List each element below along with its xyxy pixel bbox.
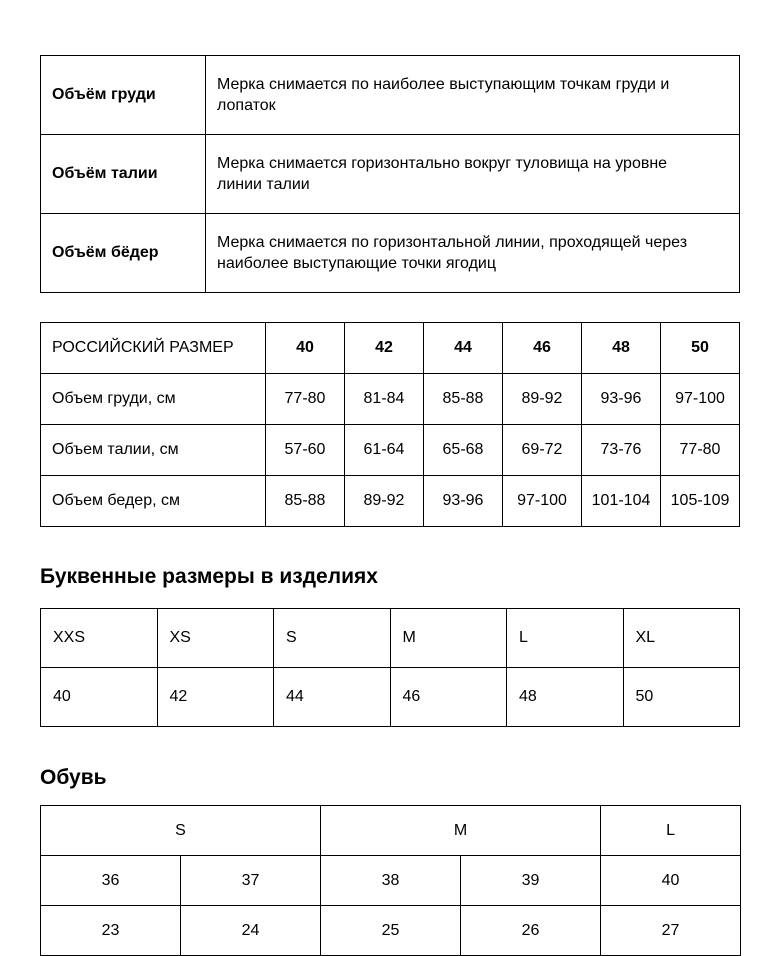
table-row [41,668,740,727]
shoe-cm-size: 23 [41,906,181,956]
table-header-row [41,806,741,856]
letter-size-header: S [274,609,391,668]
table-row [41,425,740,476]
waist-value: 65-68 [424,425,503,476]
letter-size-number: 50 [623,668,740,727]
letter-size-number: 40 [41,668,158,727]
russian-size-header-label: РОССИЙСКИЙ РАЗМЕР [41,323,266,374]
letter-size-header: XL [623,609,740,668]
letter-size-header: XXS [41,609,158,668]
size-column-header: 44 [424,323,503,374]
chest-value: 97-100 [661,374,740,425]
letter-sizes-heading: Буквенные размеры в изделиях [40,565,378,588]
waist-value: 73-76 [582,425,661,476]
hips-value: 89-92 [345,476,424,527]
letter-size-header: L [507,609,624,668]
table-header-row [41,323,740,374]
shoe-group-header-s: S [41,806,321,856]
chest-value: 89-92 [503,374,582,425]
hips-value: 105-109 [661,476,740,527]
letter-size-number: 46 [390,668,507,727]
size-column-header: 46 [503,323,582,374]
shoe-cm-size: 27 [601,906,741,956]
table-row [41,476,740,527]
table-row [41,856,741,906]
waist-value: 77-80 [661,425,740,476]
shoe-cm-size: 26 [461,906,601,956]
shoe-group-header-l: L [601,806,741,856]
shoe-size-table [40,805,741,956]
measurement-label-waist: Объём талии [41,135,206,214]
table-row [41,374,740,425]
table-row [41,135,740,214]
hips-value: 97-100 [503,476,582,527]
shoe-eu-size: 38 [321,856,461,906]
measurement-description-hips: Мерка снимается по горизонтальной линии, проходящей через наиболее выступающие точки ягодиц [206,214,740,293]
chest-value: 85-88 [424,374,503,425]
chest-value: 81-84 [345,374,424,425]
size-column-header: 40 [266,323,345,374]
hips-row-label: Объем бедер, см [41,476,266,527]
shoe-eu-size: 36 [41,856,181,906]
waist-row-label: Объем талии, см [41,425,266,476]
shoe-cm-size: 24 [181,906,321,956]
table-row [41,56,740,135]
size-column-header: 42 [345,323,424,374]
shoe-cm-size: 25 [321,906,461,956]
shoe-eu-size: 39 [461,856,601,906]
shoe-eu-size: 37 [181,856,321,906]
waist-value: 57-60 [266,425,345,476]
chest-value: 77-80 [266,374,345,425]
chest-row-label: Объем груди, см [41,374,266,425]
size-column-header: 50 [661,323,740,374]
hips-value: 85-88 [266,476,345,527]
shoe-eu-size: 40 [601,856,741,906]
measurement-description-chest: Мерка снимается по наиболее выступающим точкам груди и лопаток [206,56,740,135]
letter-size-number: 48 [507,668,624,727]
waist-value: 61-64 [345,425,424,476]
letter-size-table [40,608,740,727]
letter-size-number: 42 [157,668,274,727]
hips-value: 93-96 [424,476,503,527]
letter-size-header: M [390,609,507,668]
hips-value: 101-104 [582,476,661,527]
table-header-row [41,609,740,668]
letter-size-header: XS [157,609,274,668]
measurement-description-waist: Мерка снимается горизонтально вокруг туловища на уровне линии талии [206,135,740,214]
chest-value: 93-96 [582,374,661,425]
shoe-group-header-m: M [321,806,601,856]
size-column-header: 48 [582,323,661,374]
table-row [41,214,740,293]
measurement-label-chest: Объём груди [41,56,206,135]
waist-value: 69-72 [503,425,582,476]
russian-size-table [40,322,740,527]
measurement-definitions-table [40,55,740,293]
table-row [41,906,741,956]
shoes-heading: Обувь [40,766,107,790]
letter-size-number: 44 [274,668,391,727]
measurement-label-hips: Объём бёдер [41,214,206,293]
